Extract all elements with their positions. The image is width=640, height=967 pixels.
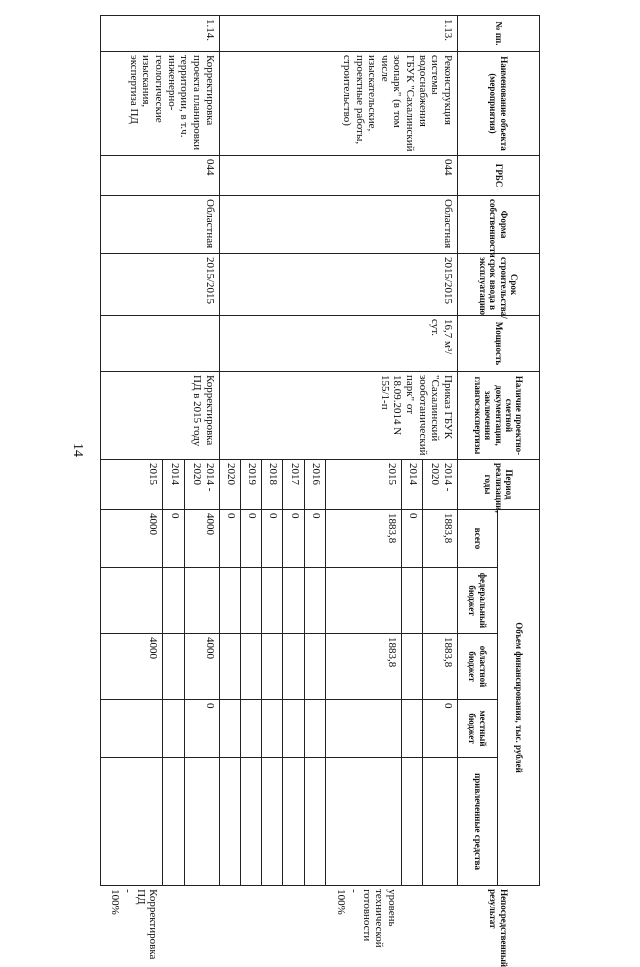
attracted-cell — [163, 758, 184, 886]
regional-cell: 4000 — [184, 634, 219, 700]
local-cell: 0 — [184, 700, 219, 758]
header-federal: федеральный бюджет — [458, 568, 498, 634]
local-cell — [101, 700, 163, 758]
total-cell: 1883,8 — [325, 510, 401, 568]
total-cell: 0 — [283, 510, 304, 568]
header-total: всего — [458, 510, 498, 568]
page-number: 14 — [70, 443, 85, 457]
local-cell — [283, 700, 304, 758]
attracted-cell — [304, 758, 325, 886]
row-ownership: Областная — [219, 196, 457, 254]
attracted-cell — [423, 758, 458, 886]
year-cell: 2019 — [240, 460, 261, 510]
header-no: № пп. — [458, 16, 540, 52]
federal-cell — [184, 568, 219, 634]
local-cell — [304, 700, 325, 758]
year-cell: 2016 — [304, 460, 325, 510]
total-cell: 0 — [262, 510, 283, 568]
total-cell: 0 — [401, 510, 422, 568]
year-cell: 2015 — [101, 460, 163, 510]
attracted-cell — [219, 758, 240, 886]
total-cell: 0 — [163, 510, 184, 568]
header-docs: Наличие проектно-сметной документации, заключения главгосэкспертизы — [458, 372, 540, 460]
federal-cell — [101, 568, 163, 634]
row-period-build: 2015/2015 — [101, 254, 220, 316]
header-name: Наименование объекта (мероприятия) — [458, 52, 540, 156]
table-row — [184, 16, 219, 886]
attracted-cell — [101, 758, 163, 886]
federal-cell — [325, 568, 401, 634]
year-cell: 2014 - 2020 — [184, 460, 219, 510]
header-grbs: ГРБС — [458, 156, 540, 196]
local-cell — [401, 700, 422, 758]
local-cell — [219, 700, 240, 758]
year-cell: 2014 — [163, 460, 184, 510]
row-capacity: 16,7 м³/сут. — [219, 316, 457, 372]
row-ownership: Областная — [101, 196, 220, 254]
local-cell — [262, 700, 283, 758]
row-grbs: 044 — [101, 156, 220, 196]
regional-cell — [262, 634, 283, 700]
row-name: Корректировка проекта планировки территории, в т.ч. инженерно-геологические изыскания, экспертиза ПД — [101, 52, 220, 156]
row-no: 1.14. — [101, 16, 220, 52]
total-cell: 0 — [219, 510, 240, 568]
row-grbs: 044 — [219, 156, 457, 196]
table-row: 2015 4000 4000 Корректировка ПД - 100% — [101, 16, 163, 886]
regional-cell — [283, 634, 304, 700]
federal-cell — [401, 568, 422, 634]
attracted-cell — [283, 758, 304, 886]
federal-cell — [262, 568, 283, 634]
attracted-cell — [262, 758, 283, 886]
year-cell: 2020 — [219, 460, 240, 510]
row-period-build: 2015/2015 — [219, 254, 457, 316]
regional-cell: 4000 — [101, 634, 163, 700]
total-cell: 1883,8 — [423, 510, 458, 568]
attracted-cell — [325, 758, 401, 886]
attracted-cell — [184, 758, 219, 886]
year-cell: 2018 — [262, 460, 283, 510]
header-local: местный бюджет — [458, 700, 498, 758]
regional-cell — [304, 634, 325, 700]
total-cell: 0 — [304, 510, 325, 568]
total-cell: 4000 — [101, 510, 163, 568]
row-name: Реконструкция системы водоснабжения ГБУК "Сахалинский зоопарк" (в том числе изыскательские, проектные работы, строительство) — [219, 52, 457, 156]
header-period-impl: Период реализации, годы — [458, 460, 540, 510]
row-docs: Корректировка ПД в 2015 году — [101, 372, 220, 460]
local-cell: 0 — [423, 700, 458, 758]
funding-table: № пп. Наименование объекта (мероприятия) ГРБС Форма собственности Срок строительства/срок ввода в эксплуатацию Мощность Наличие проектно-сметной документации, заключения главгосэкспертизы Период реализации, годы Объем финансирования, тыс. рублей Непосредственный результат всего федеральный бюджет областной бюджет местный бюджет привлеченные средства 1.13. Реконструкция системы водоснабжения ГБУК "Сахалинский зоопарк" (в том числе изыскательские, проектные работы, строительство) 044 Областная 2015/2015 16,7 м³/сут. Приказ ГБУК "Сахалинский зооботанический парк" от 18.09.2014 N 155/1-п 2014 - 2020 1883,8 1883,8 0 2014 0 2015 1883,8 1883,8 уровень технической готовности - 100% 2016 0 2017 0 2018 0 2019 0 2020 0 1.14. Корректировка проекта планировки территории, в т.ч. инженерно-геологические изыскания, экспертиза ПД 044 Областная 2015/2015 Корректировка ПД в 2015 году 2014 - 2020 4000 4000 0 2014 0 2015 4000 4000 Корректировка ПД - 100% — [100, 15, 540, 886]
year-cell: 2014 — [401, 460, 422, 510]
regional-cell — [219, 634, 240, 700]
table-row: 2015 1883,8 1883,8 уровень технической готовности - 100% — [325, 16, 401, 886]
row-capacity — [101, 316, 220, 372]
header-period-build: Срок строительства/срок ввода в эксплуатацию — [458, 254, 540, 316]
table-row — [423, 16, 458, 886]
total-cell: 4000 — [184, 510, 219, 568]
row-no: 1.13. — [219, 16, 457, 52]
regional-cell: 1883,8 — [325, 634, 401, 700]
header-funding: Объем финансирования, тыс. рублей — [498, 510, 540, 886]
attracted-cell — [401, 758, 422, 886]
header-attracted: привлеченные средства — [458, 758, 498, 886]
regional-cell — [163, 634, 184, 700]
year-cell: 2015 — [325, 460, 401, 510]
rotated-table-wrapper — [100, 15, 540, 967]
regional-cell: 1883,8 — [423, 634, 458, 700]
federal-cell — [240, 568, 261, 634]
header-ownership: Форма собственности — [458, 196, 540, 254]
federal-cell — [163, 568, 184, 634]
year-cell: 2017 — [283, 460, 304, 510]
row-docs: Приказ ГБУК "Сахалинский зооботанический парк" от 18.09.2014 N 155/1-п — [219, 372, 457, 460]
total-cell: 0 — [240, 510, 261, 568]
regional-cell — [240, 634, 261, 700]
local-cell — [240, 700, 261, 758]
attracted-cell — [240, 758, 261, 886]
federal-cell — [219, 568, 240, 634]
year-cell: 2014 - 2020 — [423, 460, 458, 510]
federal-cell — [304, 568, 325, 634]
local-cell — [325, 700, 401, 758]
federal-cell — [283, 568, 304, 634]
local-cell — [163, 700, 184, 758]
regional-cell — [401, 634, 422, 700]
header-regional: областной бюджет — [458, 634, 498, 700]
header-capacity: Мощность — [458, 316, 540, 372]
federal-cell — [423, 568, 458, 634]
